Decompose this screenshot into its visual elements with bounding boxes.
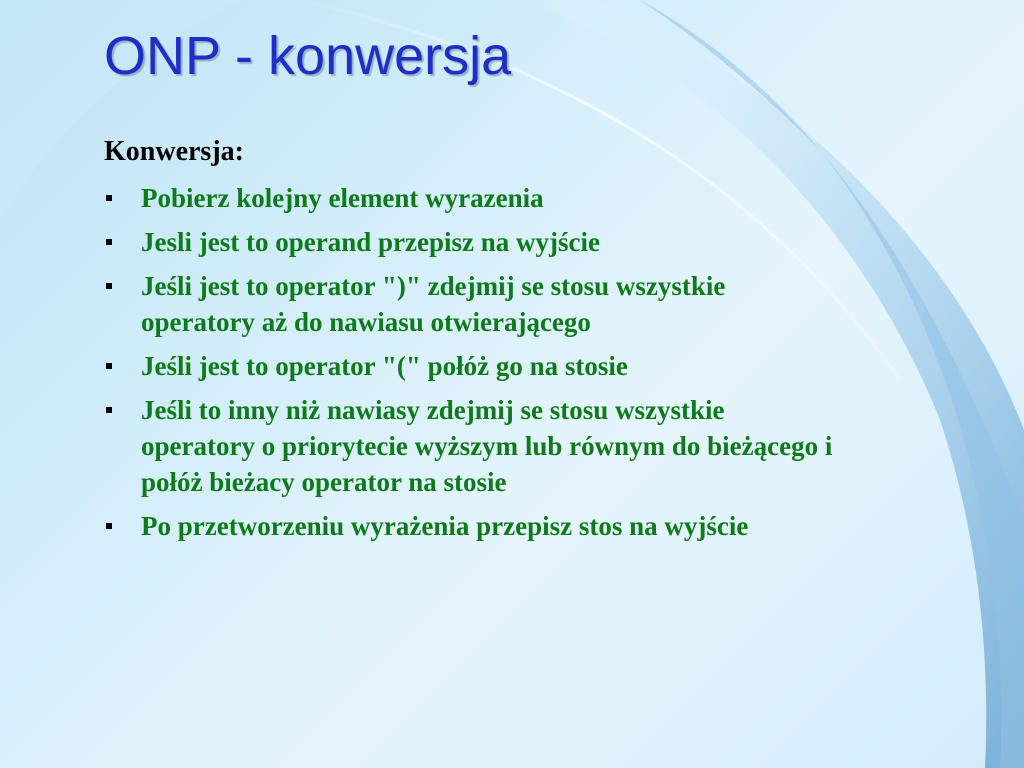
bullet-item [104,348,1022,384]
slide-title: ONP - konwersja [104,26,512,86]
square-bullet-icon [106,283,112,289]
bullet-item [104,508,1022,544]
square-bullet-icon [106,407,112,413]
bullet-text: operatory o priorytecie wyższym lub równym do bieżącego i [141,431,833,461]
bullet-list [104,180,1022,552]
square-bullet-icon [106,195,112,201]
bullet-text: Po przetworzeniu wyrażenia przepisz stos na wyjście [141,511,749,541]
bullet-text: Jesli jest to operand przepisz na wyjście [141,227,600,257]
square-bullet-icon [106,523,112,529]
bullet-text: Jeśli jest to operator "(" połóż go na stosie [141,351,628,381]
bullet-item [104,392,1022,500]
intro-label: Konwersja: [104,136,244,167]
bullet-text: połóż bieżacy operator na stosie [141,467,507,497]
square-bullet-icon [106,363,112,369]
bullet-item [104,224,1022,260]
square-bullet-icon [106,239,112,245]
bullet-item [104,268,1022,340]
bullet-item [104,180,1022,216]
bullet-text: Jeśli jest to operator ")" zdejmij se stosu wszystkie [141,271,726,301]
bullet-text: Jeśli to inny niż nawiasy zdejmij se stosu wszystkie [141,395,725,425]
bullet-text: operatory aż do nawiasu otwierającego [141,307,591,337]
bullet-text: Pobierz kolejny element wyrazenia [141,183,544,213]
